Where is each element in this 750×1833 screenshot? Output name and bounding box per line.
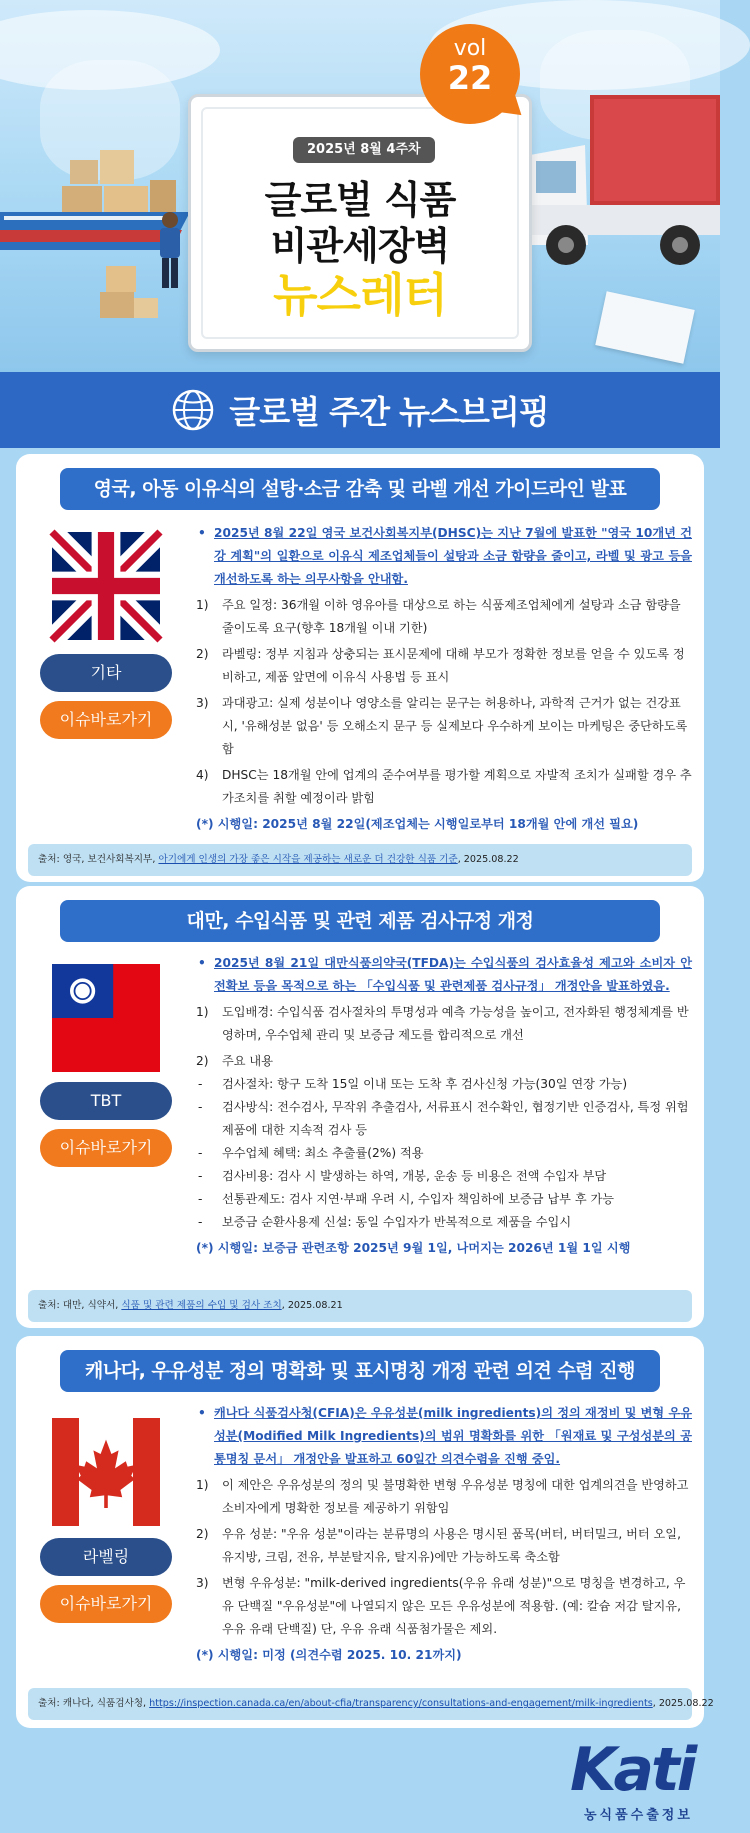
article-lead[interactable]: • 2025년 8월 22일 영국 보건사회복지부(DHSC)는 지난 7월에 발표한 "영국 10개년 건강 계획"의 일환으로 이유식 제조업체들이 설탕과 소금 함량을 줄이고, 라벨 및 광고 등을 개선하도록 하는 의무사항을 안내함. — [196, 522, 692, 591]
article-card-taiwan — [16, 886, 704, 1328]
list-item: 2) 우유 성분: "우유 성분"이라는 분류명의 사용은 명시된 품목(버터, 버터밀크, 버터 오일, 유지방, 크림, 전유, 부분탈지유, 탈지유)에만 가능하도록 축소함 — [196, 1527, 681, 1564]
title-card — [188, 94, 532, 352]
source-link[interactable]: https://inspection.canada.ca/en/about-cfia/transparency/consultations-and-engagement/milk-ingredients — [149, 1698, 653, 1709]
source-line: 출처: 대만, 식약서, 식품 및 관련 제품의 수입 및 검사 조치, 2025.08.21 — [28, 1290, 692, 1322]
list-item: - 검사절차: 항구 도착 15일 이내 또는 도착 후 검사신청 가능(30일 연장 가능) — [198, 1077, 628, 1091]
hero-banner — [0, 0, 720, 372]
uk-flag-icon — [52, 532, 160, 640]
article-card-canada — [16, 1336, 714, 1728]
effective-date: (*) 시행일: 2025년 8월 22일(제조업체는 시행일로부터 18개월 안에 개선 필요) — [196, 817, 639, 831]
volume-label: vol — [453, 36, 487, 61]
list-item: 1) 도입배경: 수입식품 검사절차의 투명성과 예측 가능성을 높이고, 전자화된 행정체계를 반영하며, 우수업체 관리 및 보증금 제도를 합리적으로 개선 — [196, 1005, 689, 1042]
article-title: 캐나다, 우유성분 정의 명확화 및 표시명칭 개정 관련 의견 수렴 진행 — [60, 1350, 660, 1392]
logo-wordmark: Kati — [570, 1735, 695, 1805]
taiwan-flag-icon — [52, 964, 160, 1072]
article-lead[interactable]: • 2025년 8월 21일 대만식품의약국(TFDA)는 수입식품의 검사효율성 제고와 소비자 안전확보 등을 목적으로 하는 「수입식품 및 관련제품 검사규정」 개정안을 발표하였음. — [196, 952, 692, 998]
briefing-title: 글로벌 주간 뉴스브리핑 — [229, 393, 549, 431]
category-button[interactable]: TBT — [40, 1082, 172, 1120]
title-line-1: 글로벌 식품 — [264, 178, 456, 222]
source-link[interactable]: 아기에게 인생의 가장 좋은 시작을 제공하는 새로운 더 건강한 식품 기준 — [158, 854, 458, 865]
document-illustration — [595, 291, 694, 364]
news-briefing-banner — [0, 372, 720, 448]
title-line-2: 비관세장벽 — [270, 224, 450, 268]
boxes-illustration — [100, 262, 160, 322]
volume-badge — [420, 24, 520, 124]
article-lead[interactable]: • 캐나다 식품검사청(CFIA)은 우유성분(milk ingredients)의 정의 재정비 및 변형 우유성분(Modified Milk Ingredients)의 범위 명확화를 위한 「원재료 및 구성성분의 공통명칭 문서」 개정안을 발표하고 60일간 의견수렴을 진행 중임. — [196, 1402, 692, 1471]
list-item: - 우수업체 혜택: 최소 추출률(2%) 적용 — [198, 1146, 424, 1160]
list-item: 1) 이 제안은 우유성분의 정의 및 불명확한 변형 우유성분 명칭에 대한 업계의견을 반영하고 소비자에게 명확한 정보를 제공하기 위함임 — [196, 1478, 689, 1515]
category-button[interactable]: 기타 — [40, 654, 172, 692]
logo-tagline: 농식품수출정보 — [584, 1808, 693, 1823]
list-item: 2) 주요 내용 — [196, 1054, 273, 1068]
list-item: 1) 주요 일정: 36개월 이하 영유아를 대상으로 하는 식품제조업체에게 설탕과 소금 함량을 줄이도록 요구(향후 18개월 이내 기한) — [196, 598, 681, 635]
list-item: - 보증금 순환사용제 신설: 동일 수입자가 반복적으로 제품을 수입시 — [198, 1215, 572, 1229]
canada-flag-icon — [52, 1418, 160, 1526]
effective-date: (*) 시행일: 보증금 관련조항 2025년 9월 1일, 나머지는 2026년 1월 1일 시행 — [196, 1241, 631, 1255]
globe-icon — [171, 388, 215, 432]
week-badge: 2025년 8월 4주차 — [293, 137, 435, 163]
volume-number: 22 — [447, 59, 493, 97]
effective-date: (*) 시행일: 미정 (의견수렴 2025. 10. 21까지) — [196, 1648, 462, 1662]
kati-logo[interactable] — [570, 1735, 710, 1828]
list-item: 3) 과대광고: 실제 성분이나 영양소를 알리는 문구는 허용하나, 과학적 근거가 없는 건강표시, '유해성분 없음' 등 오해소지 문구 등 실제보다 우수하게 보이는 마케팅은 중단하도록 함 — [196, 696, 688, 756]
source-link[interactable]: 식품 및 관련 제품의 수입 및 검사 조치 — [121, 1300, 282, 1311]
list-item: - 선통관제도: 검사 지연·부패 우려 시, 수입자 책임하에 보증금 납부 후 가능 — [198, 1192, 615, 1206]
list-item: 2) 라벨링: 정부 지침과 상충되는 표시문제에 대해 부모가 정확한 정보를 얻을 수 있도록 정비하고, 제품 앞면에 이유식 사용법 등 표시 — [196, 647, 685, 684]
issue-link-button[interactable]: 이슈바로가기 — [40, 1129, 172, 1167]
list-item: 4) DHSC는 18개월 안에 업계의 준수여부를 평가할 계획으로 자발적 조치가 실패할 경우 추가조치를 취할 예정이라 밝힘 — [196, 768, 692, 805]
issue-link-button[interactable]: 이슈바로가기 — [40, 1585, 172, 1623]
category-button[interactable]: 라벨링 — [40, 1538, 172, 1576]
article-body — [196, 952, 692, 1260]
title-line-3: 뉴스레터 — [273, 268, 447, 322]
source-line: 출처: 영국, 보건사회복지부, 아기에게 인생의 가장 좋은 시작을 제공하는 새로운 더 건강한 식품 기준, 2025.08.22 — [28, 844, 692, 876]
list-item: - 검사방식: 전수검사, 무작위 추출검사, 서류표시 전수확인, 협정기반 인증검사, 특정 위험 제품에 대한 지속적 검사 등 — [198, 1100, 689, 1137]
list-item: 3) 변형 우유성분: "milk-derived ingredients(우유 유래 성분)"으로 명칭을 변경하고, 우유 단백질 "우유성분"에 나열되지 않은 모든 우유성분에 적용함. (예: 칼슘 저감 탈지유, 우유 유래 단백질) 단, 우유 유래 식품첨가물은 제외. — [196, 1576, 686, 1636]
issue-link-button[interactable]: 이슈바로가기 — [40, 701, 172, 739]
source-line: 출처: 캐나다, 식품검사청, https://inspection.canada.ca/en/about-cfia/transparency/consultations-and-engagement/milk-ingredients, 2025.08.22 — [28, 1688, 692, 1720]
list-item: - 검사비용: 검사 시 발생하는 하역, 개봉, 운송 등 비용은 전액 수입자 부담 — [198, 1169, 607, 1183]
truck-illustration — [530, 95, 720, 285]
article-card-uk — [16, 454, 704, 882]
article-title: 대만, 수입식품 및 관련 제품 검사규정 개정 — [60, 900, 660, 942]
article-body — [196, 1402, 692, 1667]
article-body — [196, 522, 692, 836]
article-title: 영국, 아동 이유식의 설탕·소금 감축 및 라벨 개선 가이드라인 발표 — [60, 468, 660, 510]
